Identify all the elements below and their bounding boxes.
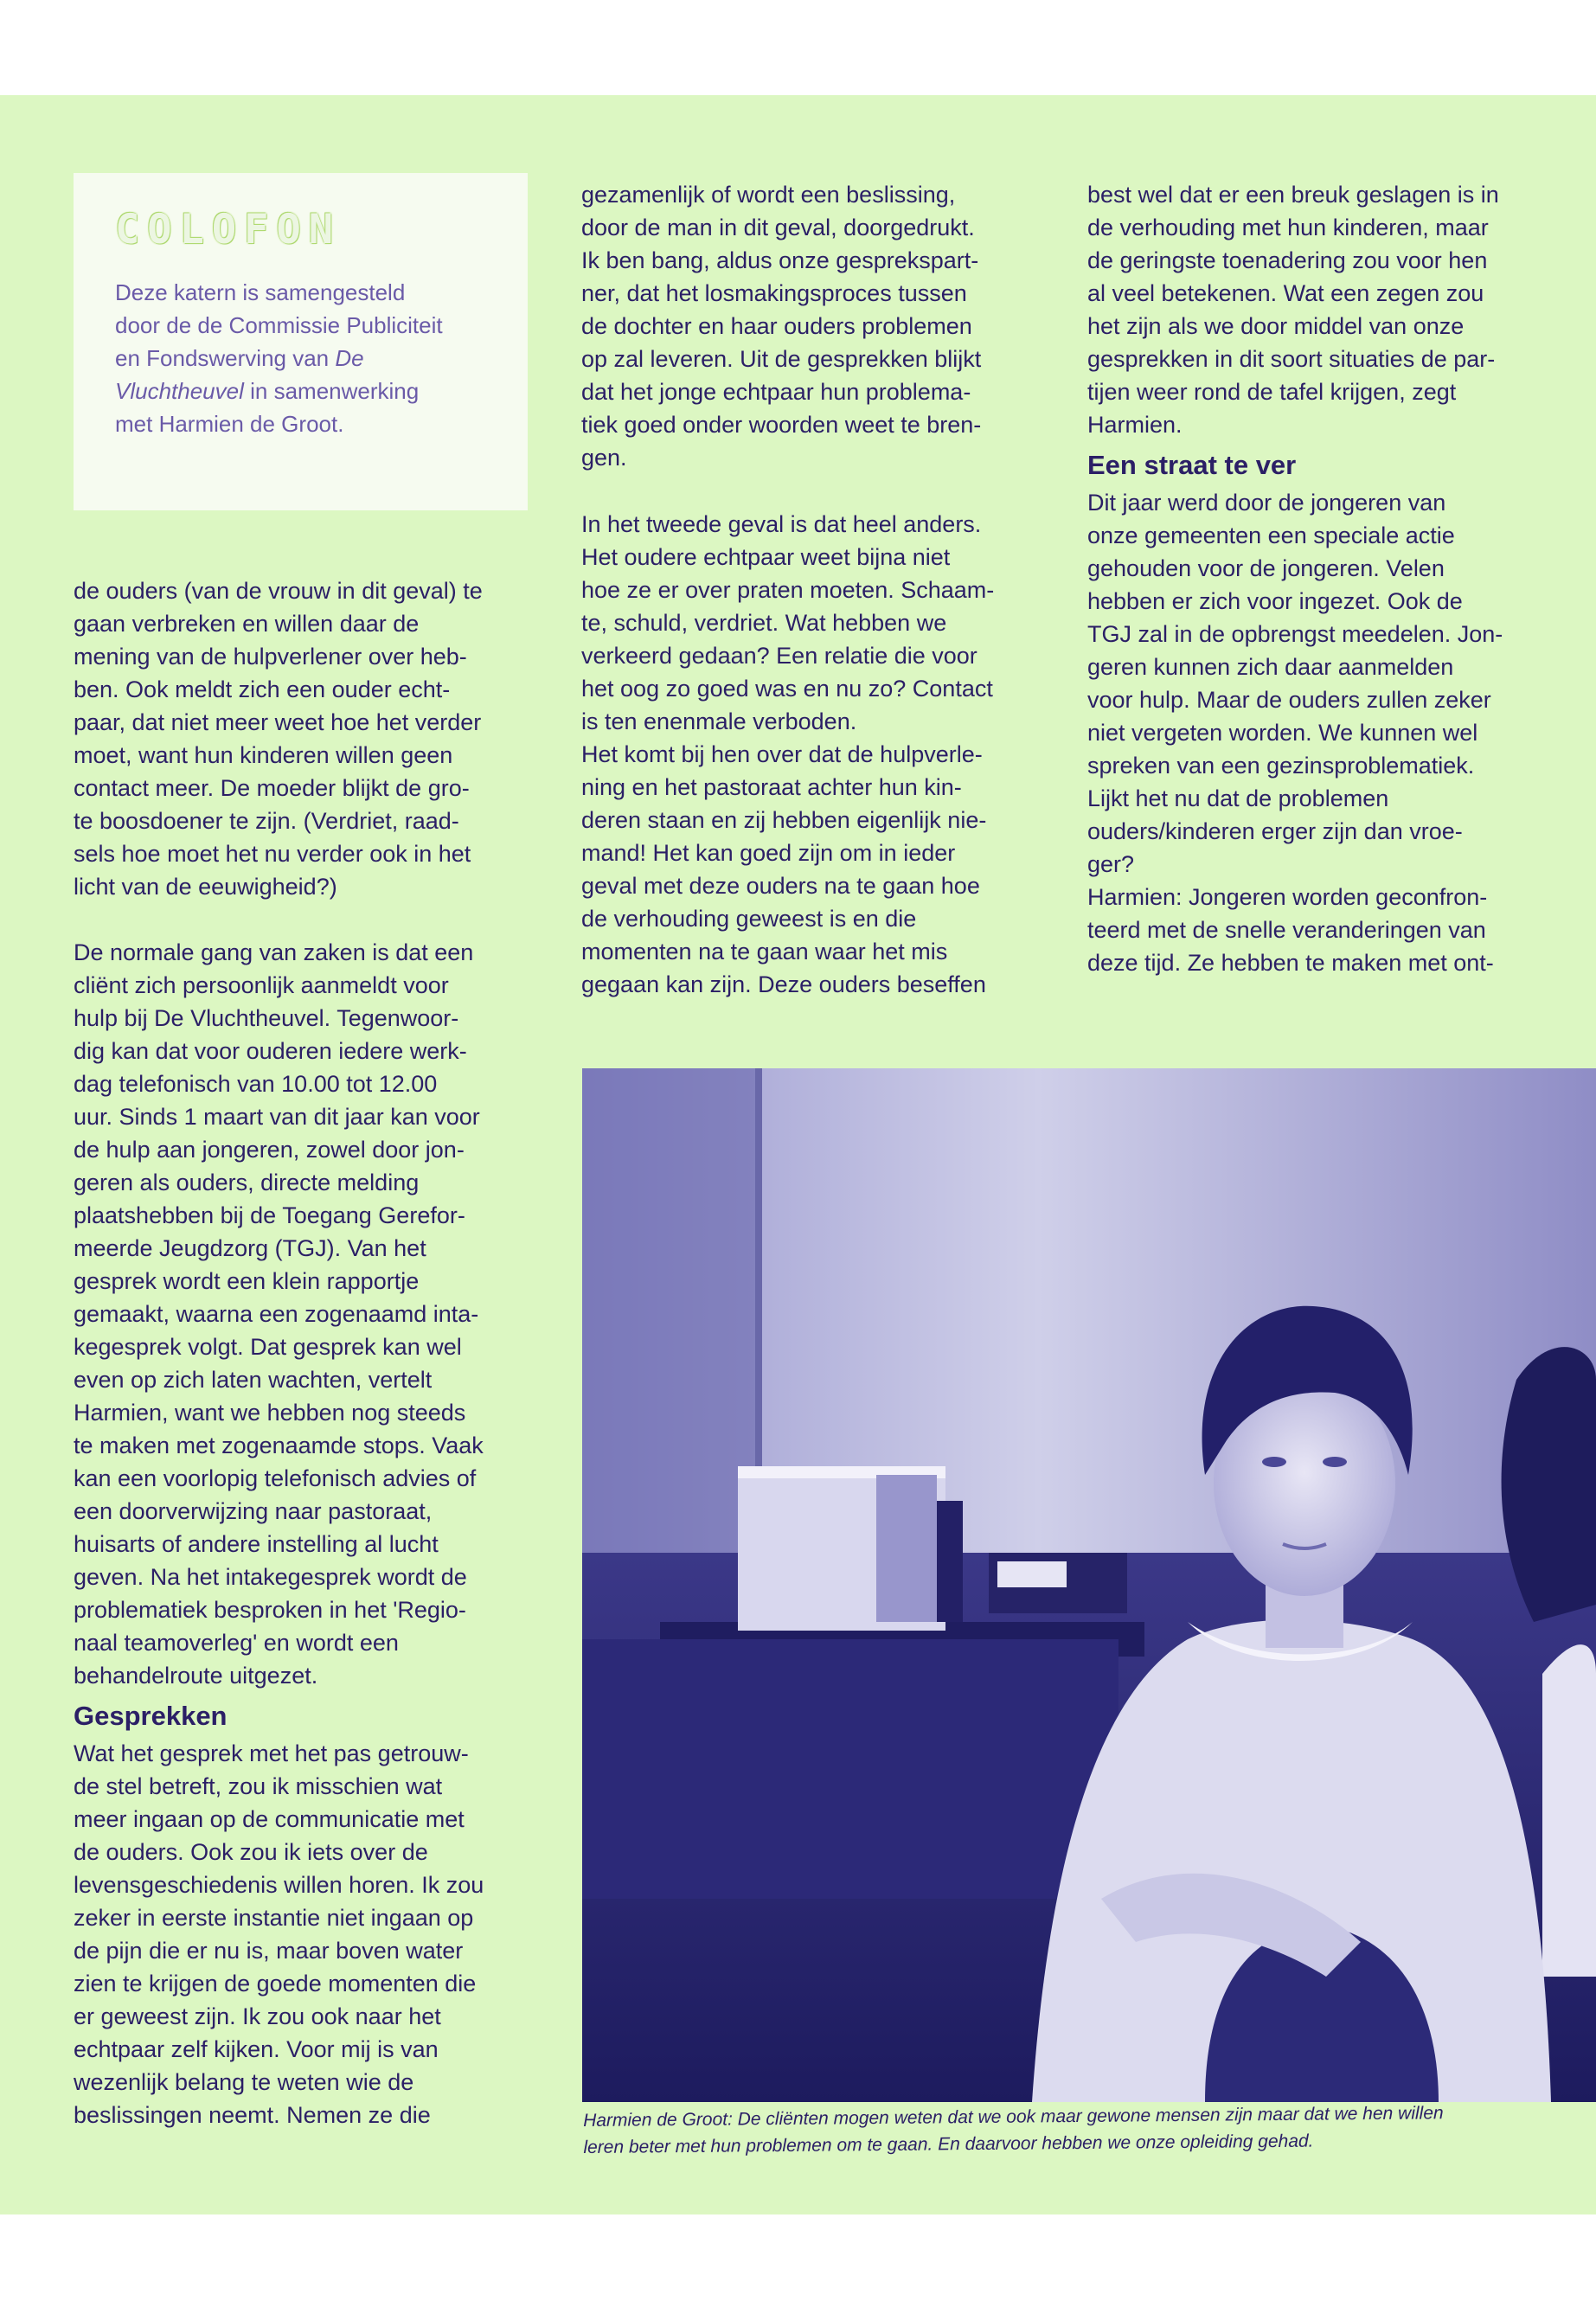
- paragraph: best wel dat er een breuk geslagen is in de verhouding met hun kinderen, maar de geringste toenadering zou voor hen al veel betekenen. Wat een zegen zou het zijn als we door middel van onze gesprekken in dit soort situaties de par- tijen weer rond de tafel krijgen, zegt Harmien.: [1087, 182, 1499, 438]
- section-heading-een-straat-te-ver: Een straat te ver: [1087, 450, 1297, 480]
- article-column-2-bottom: [581, 508, 1031, 1001]
- section-heading-gesprekken: Gesprekken: [74, 1701, 228, 1731]
- portrait-photo: [582, 1068, 1596, 2102]
- paragraph: Wat het gesprek met het pas getrouw- de stel betreft, zou ik misschien wat meer ingaan op de communicatie met de ouders. Ook zou ik iets over de levensgeschiedenis willen horen. Ik zou zeker in eerste instantie niet ingaan op de pijn die er nu is, maar boven water zien te krijgen de goede momenten die er geweest zijn. Ik zou ook naar het echtpaar zelf kijken. Voor mij is van wezenlijk belang te weten wie de beslissingen neemt. Nemen ze die: [74, 1740, 484, 2128]
- photo-illustration: [582, 1068, 1596, 2102]
- colofon-text: Deze katern is samengesteld door de de Commissie Publiciteit en Fondswerving van De Vluchtheuvel in samenwerking met Harmien de Groot.: [115, 279, 443, 437]
- photo-caption: Harmien de Groot: De cliënten mogen weten dat we ook maar gewone mensen zijn maar dat we hen willen leren beter met hun problemen om te gaan. En daarvoor hebben we onze opleiding gehad.: [583, 2103, 1444, 2157]
- colofon-box: [74, 173, 528, 510]
- article-column-2-top: [581, 178, 1031, 474]
- paragraph: De normale gang van zaken is dat een cliënt zich persoonlijk aanmeldt voor hulp bij De Vluchtheuvel. Tegenwoor- dig kan dat voor ouderen iedere werk- dag telefonisch van 10.00 tot 12.00 uur. Sinds 1 maart van dit jaar kan voor de hulp aan jongeren, zowel door jon- geren als ouders, directe melding plaatshebben bij de Toegang Gerefor- meerde Jeugdzorg (TGJ). Van het gesprek wordt een klein rapportje gemaakt, waarna een zogenaamd inta- kegesprek volgt. Dat gesprek kan wel even op zich laten wachten, vertelt Harmien, want we hebben nog steeds te maken met zogenaamde stops. Vaak kan een voorlopig telefonisch advies of een doorverwijzing naar pastoraat, huisarts of andere instelling al lucht geven. Na het intakegesprek wordt de problematiek besproken in het 'Regio- naal teamoverleg' en wordt een behandelroute uitgezet.: [74, 939, 484, 1689]
- paragraph: In het tweede geval is dat heel anders. Het oudere echtpaar weet bijna niet hoe ze er over praten moeten. Schaam- te, schuld, verdriet. Wat hebben we verkeerd gedaan? Een relatie die voor het oog zo goed was en nu zo? Contact is ten enenmale verboden. Het komt bij hen over dat de hulpverle- ning en het pastoraat achter hun kin- deren staan en zij hebben eigenlijk nie- mand! Het kan goed zijn om in ieder geval met deze ouders na te gaan hoe de verhouding geweest is en die momenten na te gaan waar het mis gegaan kan zijn. Deze ouders beseffen: [581, 511, 995, 997]
- colofon-title: COLOFON: [115, 206, 342, 253]
- paragraph: Dit jaar werd door de jongeren van onze gemeenten een speciale actie gehouden voor de jongeren. Velen hebben er zich voor ingezet. Ook de TGJ zal in de opbrengst meedelen. Jon- geren kunnen zich daar aanmelden voor hulp. Maar de ouders zullen zeker niet vergeten worden. We kunnen wel spreken van een gezinsproblematiek. Lijkt het nu dat de problemen ouders/kinderen erger zijn dan vroe- ger? Harmien: Jongeren worden geconfron- teerd met de snelle veranderingen van deze tijd. Ze hebben te maken met ont-: [1087, 490, 1503, 976]
- article-column-3: [1087, 178, 1550, 979]
- article-column-1: [74, 574, 541, 2131]
- paragraph: gezamenlijk of wordt een beslissing, door de man in dit geval, doorgedrukt. Ik ben bang, aldus onze gesprekspart- ner, dat het losmakingsproces tussen de dochter en haar ouders problemen op zal leveren. Uit de gesprekken blijkt dat het jonge echtpaar hun problema- tiek goed onder woorden weet te bren- gen.: [581, 182, 982, 471]
- paragraph: de ouders (van de vrouw in dit geval) te gaan verbreken en willen daar de mening van de hulpverlener over heb- ben. Ook meldt zich een ouder echt- paar, dat niet meer weet hoe het verder moet, want hun kinderen willen geen contact meer. De moeder blijkt de gro- te boosdoener te zijn. (Verdriet, raad- sels hoe moet het nu verder ook in het licht van de eeuwigheid?): [74, 578, 483, 900]
